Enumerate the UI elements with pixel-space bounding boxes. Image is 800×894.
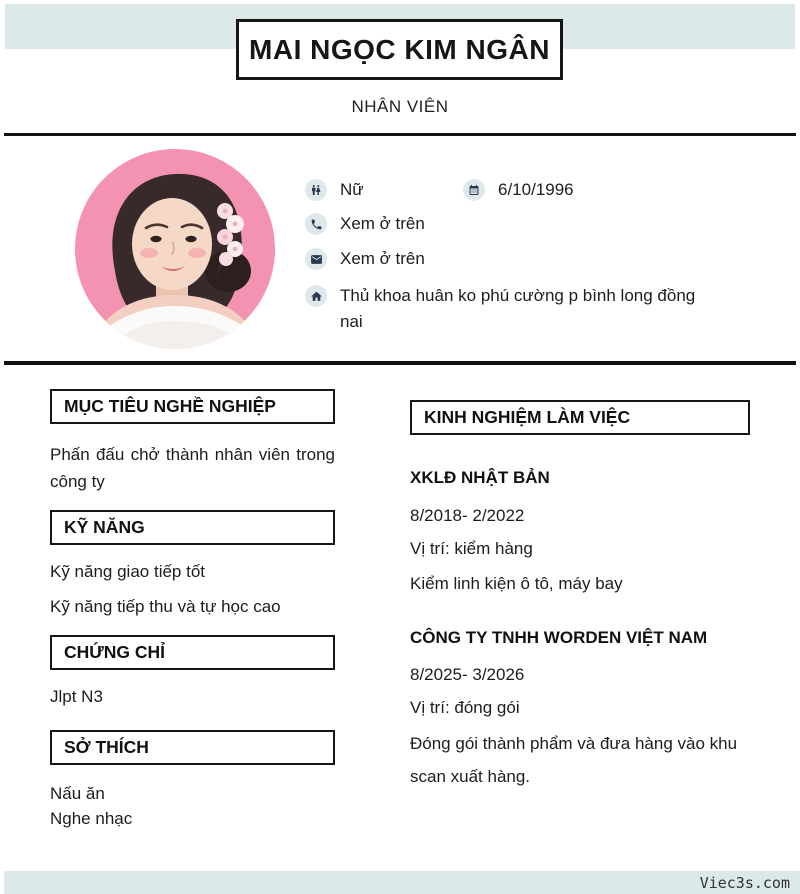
experience-heading-label: KINH NGHIỆM LÀM VIỆC bbox=[424, 407, 631, 427]
info-row-gender bbox=[305, 179, 364, 201]
avatar bbox=[75, 149, 275, 349]
job-period: 8/2018- 2/2022 bbox=[410, 506, 525, 525]
divider-top bbox=[4, 133, 796, 136]
job-description: Đóng gói thành phẩm và đưa hàng vào khu scan xuất hàng. bbox=[410, 734, 738, 786]
job-position: Vị trí: kiểm hàng bbox=[410, 539, 533, 558]
people-icon bbox=[305, 179, 327, 201]
job-position: Vị trí: đóng gói bbox=[410, 698, 520, 717]
envelope-icon bbox=[305, 248, 327, 270]
skills-heading-label: KỸ NĂNG bbox=[64, 517, 145, 537]
phone-icon bbox=[305, 213, 327, 235]
job-description: Kiểm linh kiện ô tô, máy bay bbox=[410, 574, 623, 593]
objective-heading-label: MỤC TIÊU NGHỀ NGHIỆP bbox=[64, 396, 276, 416]
job-period: 8/2025- 3/2026 bbox=[410, 665, 525, 684]
section-heading-hobbies bbox=[50, 730, 335, 765]
section-heading-experience bbox=[410, 400, 750, 435]
page-title: MAI NGỌC KIM NGÂN bbox=[249, 33, 550, 65]
address-value: Thủ khoa huân ko phú cường p bình long đồng nai bbox=[340, 286, 696, 331]
hobbies-heading-label: SỞ THÍCH bbox=[64, 737, 149, 757]
phone-value: Xem ở trên bbox=[340, 214, 425, 233]
job-company: XKLĐ NHẬT BẢN bbox=[410, 468, 550, 487]
objective-text: Phấn đấu chở thành nhân viên trong công ty bbox=[50, 445, 335, 491]
section-heading-certificates bbox=[50, 635, 335, 670]
skill-item: Kỹ năng tiếp thu và tự học cao bbox=[50, 597, 281, 616]
skill-item: Kỹ năng giao tiếp tốt bbox=[50, 562, 206, 581]
birthday-value: 6/10/1996 bbox=[498, 180, 574, 199]
job-company: CÔNG TY TNHH WORDEN VIỆT NAM bbox=[410, 628, 708, 647]
hobby-item: Nấu ăn bbox=[50, 784, 105, 803]
job-title: NHÂN VIÊN bbox=[351, 97, 449, 116]
section-heading-skills bbox=[50, 510, 335, 545]
gender-value: Nữ bbox=[340, 180, 364, 199]
avatar-illustration bbox=[75, 149, 275, 349]
home-icon bbox=[305, 285, 327, 307]
info-row-email bbox=[305, 248, 425, 270]
section-heading-objective bbox=[50, 389, 335, 424]
name-box bbox=[236, 19, 563, 80]
divider-middle bbox=[4, 361, 796, 365]
certificate-item: Jlpt N3 bbox=[50, 687, 103, 706]
site-watermark: Viec3s.com bbox=[699, 873, 790, 892]
info-row-birthday bbox=[463, 179, 574, 201]
hobby-item: Nghe nhạc bbox=[50, 809, 133, 828]
calendar-icon bbox=[463, 179, 485, 201]
email-value: Xem ở trên bbox=[340, 249, 425, 268]
certificates-heading-label: CHỨNG CHỈ bbox=[64, 642, 166, 662]
info-row-address bbox=[305, 283, 700, 335]
info-row-phone bbox=[305, 213, 425, 235]
bottom-accent-band bbox=[4, 871, 800, 894]
